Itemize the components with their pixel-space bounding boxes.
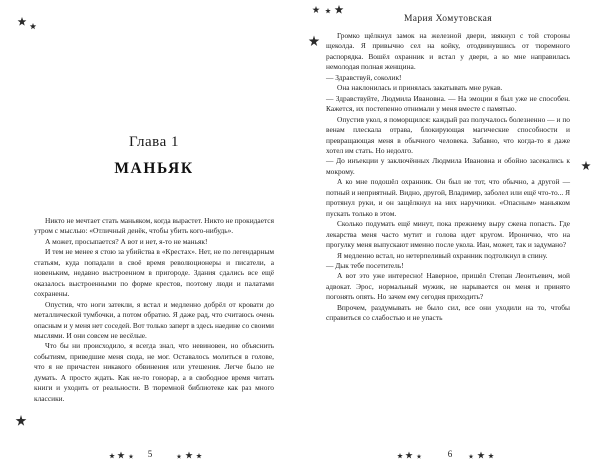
star-ornament bbox=[306, 34, 322, 50]
paragraph: А ко мне подошёл охранник. Он был не тот, что обычно, а другой — потный и неприятный. Видно, другой, Владимир, заболел или ещё что-то... Я протянул руки, и он защёлкнул на них наручники. «Опасным» маньяком пускать только в этом. bbox=[326, 177, 570, 218]
star-ornament bbox=[580, 160, 592, 172]
chapter-heading bbox=[34, 134, 274, 178]
paragraph: Громко щёлкнул замок на железной двери, звякнул с той стороны щеколда. Я привычно сел на койку, отодвинувшись от тюремного распорядка. Вошёл охранник и встал у двери, а ко мне направилась немолодая полная женщина. bbox=[326, 31, 570, 72]
paragraph: Опустив, что ноги затекли, я встал и медленно добрёл от кровати до металлической тумбочки, а потом обратно. Я даже рад, что считаюсь очень опасным и у меня нет соседей. Вот только заперт в здесь наедине со своими мыслями. И они совсем не весёлые. bbox=[34, 299, 274, 340]
star-ornament bbox=[14, 414, 28, 428]
chapter-number: Глава 1 bbox=[129, 134, 179, 150]
right-page-body bbox=[326, 31, 570, 324]
paragraph: Опустив укол, я поморщился: каждый раз получалось болезненно — и по венам плескала отрава, блокирующая магические способности и превращающая меня в обычного человека. Забавно, что когда-то я даже хотел им стать. Но недолго. bbox=[326, 114, 570, 155]
star-ornament bbox=[16, 16, 42, 34]
page-number: 6 bbox=[447, 449, 453, 459]
paragraph: Я медленно встал, но нетерпеливый охранник подтолкнул в спину. bbox=[337, 250, 548, 260]
paragraph: И тем не менее я стою за убийства в «Крестах». Нет, не по легендарным статьям, куда попадали в своё время революционеры и писатели, а новеньким, недавно выстроенном в пригороде. Здания сдались все ещё оказалось выстроенными по форме крестов, поэтому люди и палатами сохранены. bbox=[34, 247, 274, 299]
paragraph: — Дык тебе посетитель! bbox=[326, 260, 404, 270]
crescent-moon-ornament bbox=[310, 60, 325, 75]
running-head: Мария Хомутовская bbox=[403, 14, 493, 24]
paragraph: Сколько подумать ещё минут, пока прежнему выру сжена попасть. Где лекарства меня часто мутит и голова идет кругом. Иронично, что на прогулку меня выпускают именно после укола. Иан, может, так и задумано? bbox=[326, 219, 570, 250]
paragraph: — До инъекции у заключённых Людмила Ивановна и обойно засекались к мокрому. bbox=[326, 156, 570, 176]
crescent-moon-ornament bbox=[306, 392, 322, 408]
chapter-title: МАНЬЯК bbox=[114, 160, 194, 177]
left-page-body bbox=[34, 216, 274, 404]
page-number: 5 bbox=[147, 449, 153, 459]
paragraph: А может, просыпается? А вот и нет, я-то не маньяк! bbox=[45, 236, 208, 246]
paragraph: — Здравствуйте, Людмила Ивановна. — На эмоции я был уже не способен. Кажется, их постепенно отнимали у меня вместе с памятью. bbox=[326, 93, 570, 114]
paragraph: А вот это уже интересно! Наверное, пришёл Степан Леонтьевич, мой адвокат. Эрос, нормальный мужик, не нарывается он меня и принято погонять опять. Но зачем ему сегодня приходить? bbox=[326, 271, 570, 302]
paragraph: Она наклонилась и принялась закатывать мне рукав. bbox=[337, 83, 503, 93]
paragraph: Что бы ни происходило, я всегда знал, что невиновен, но объяснить событиям, приведшие меня сюда, не мог. Оставалось молиться в голове, что я не причастен никакого обвинения или утешения. Легче было не думать. А просто ждать. Как не-то гонорар, а в свободное время читать книги и уходить от реальности. В тюремной библиотеке как раз много классики. bbox=[34, 341, 274, 403]
paragraph: Никто не мечтает стать маньяком, когда вырастет. Никто не прокидается утром с мыслью: «Отличный денёк, чтобы убить кого-нибудь». bbox=[34, 216, 274, 236]
paragraph: — Здравствуй, соколик! bbox=[326, 72, 402, 82]
paragraph: Впрочем, раздумывать не было сил, все они уходили на то, чтобы справиться со слабостью и не упасть bbox=[326, 302, 570, 323]
right-page bbox=[300, 0, 600, 471]
